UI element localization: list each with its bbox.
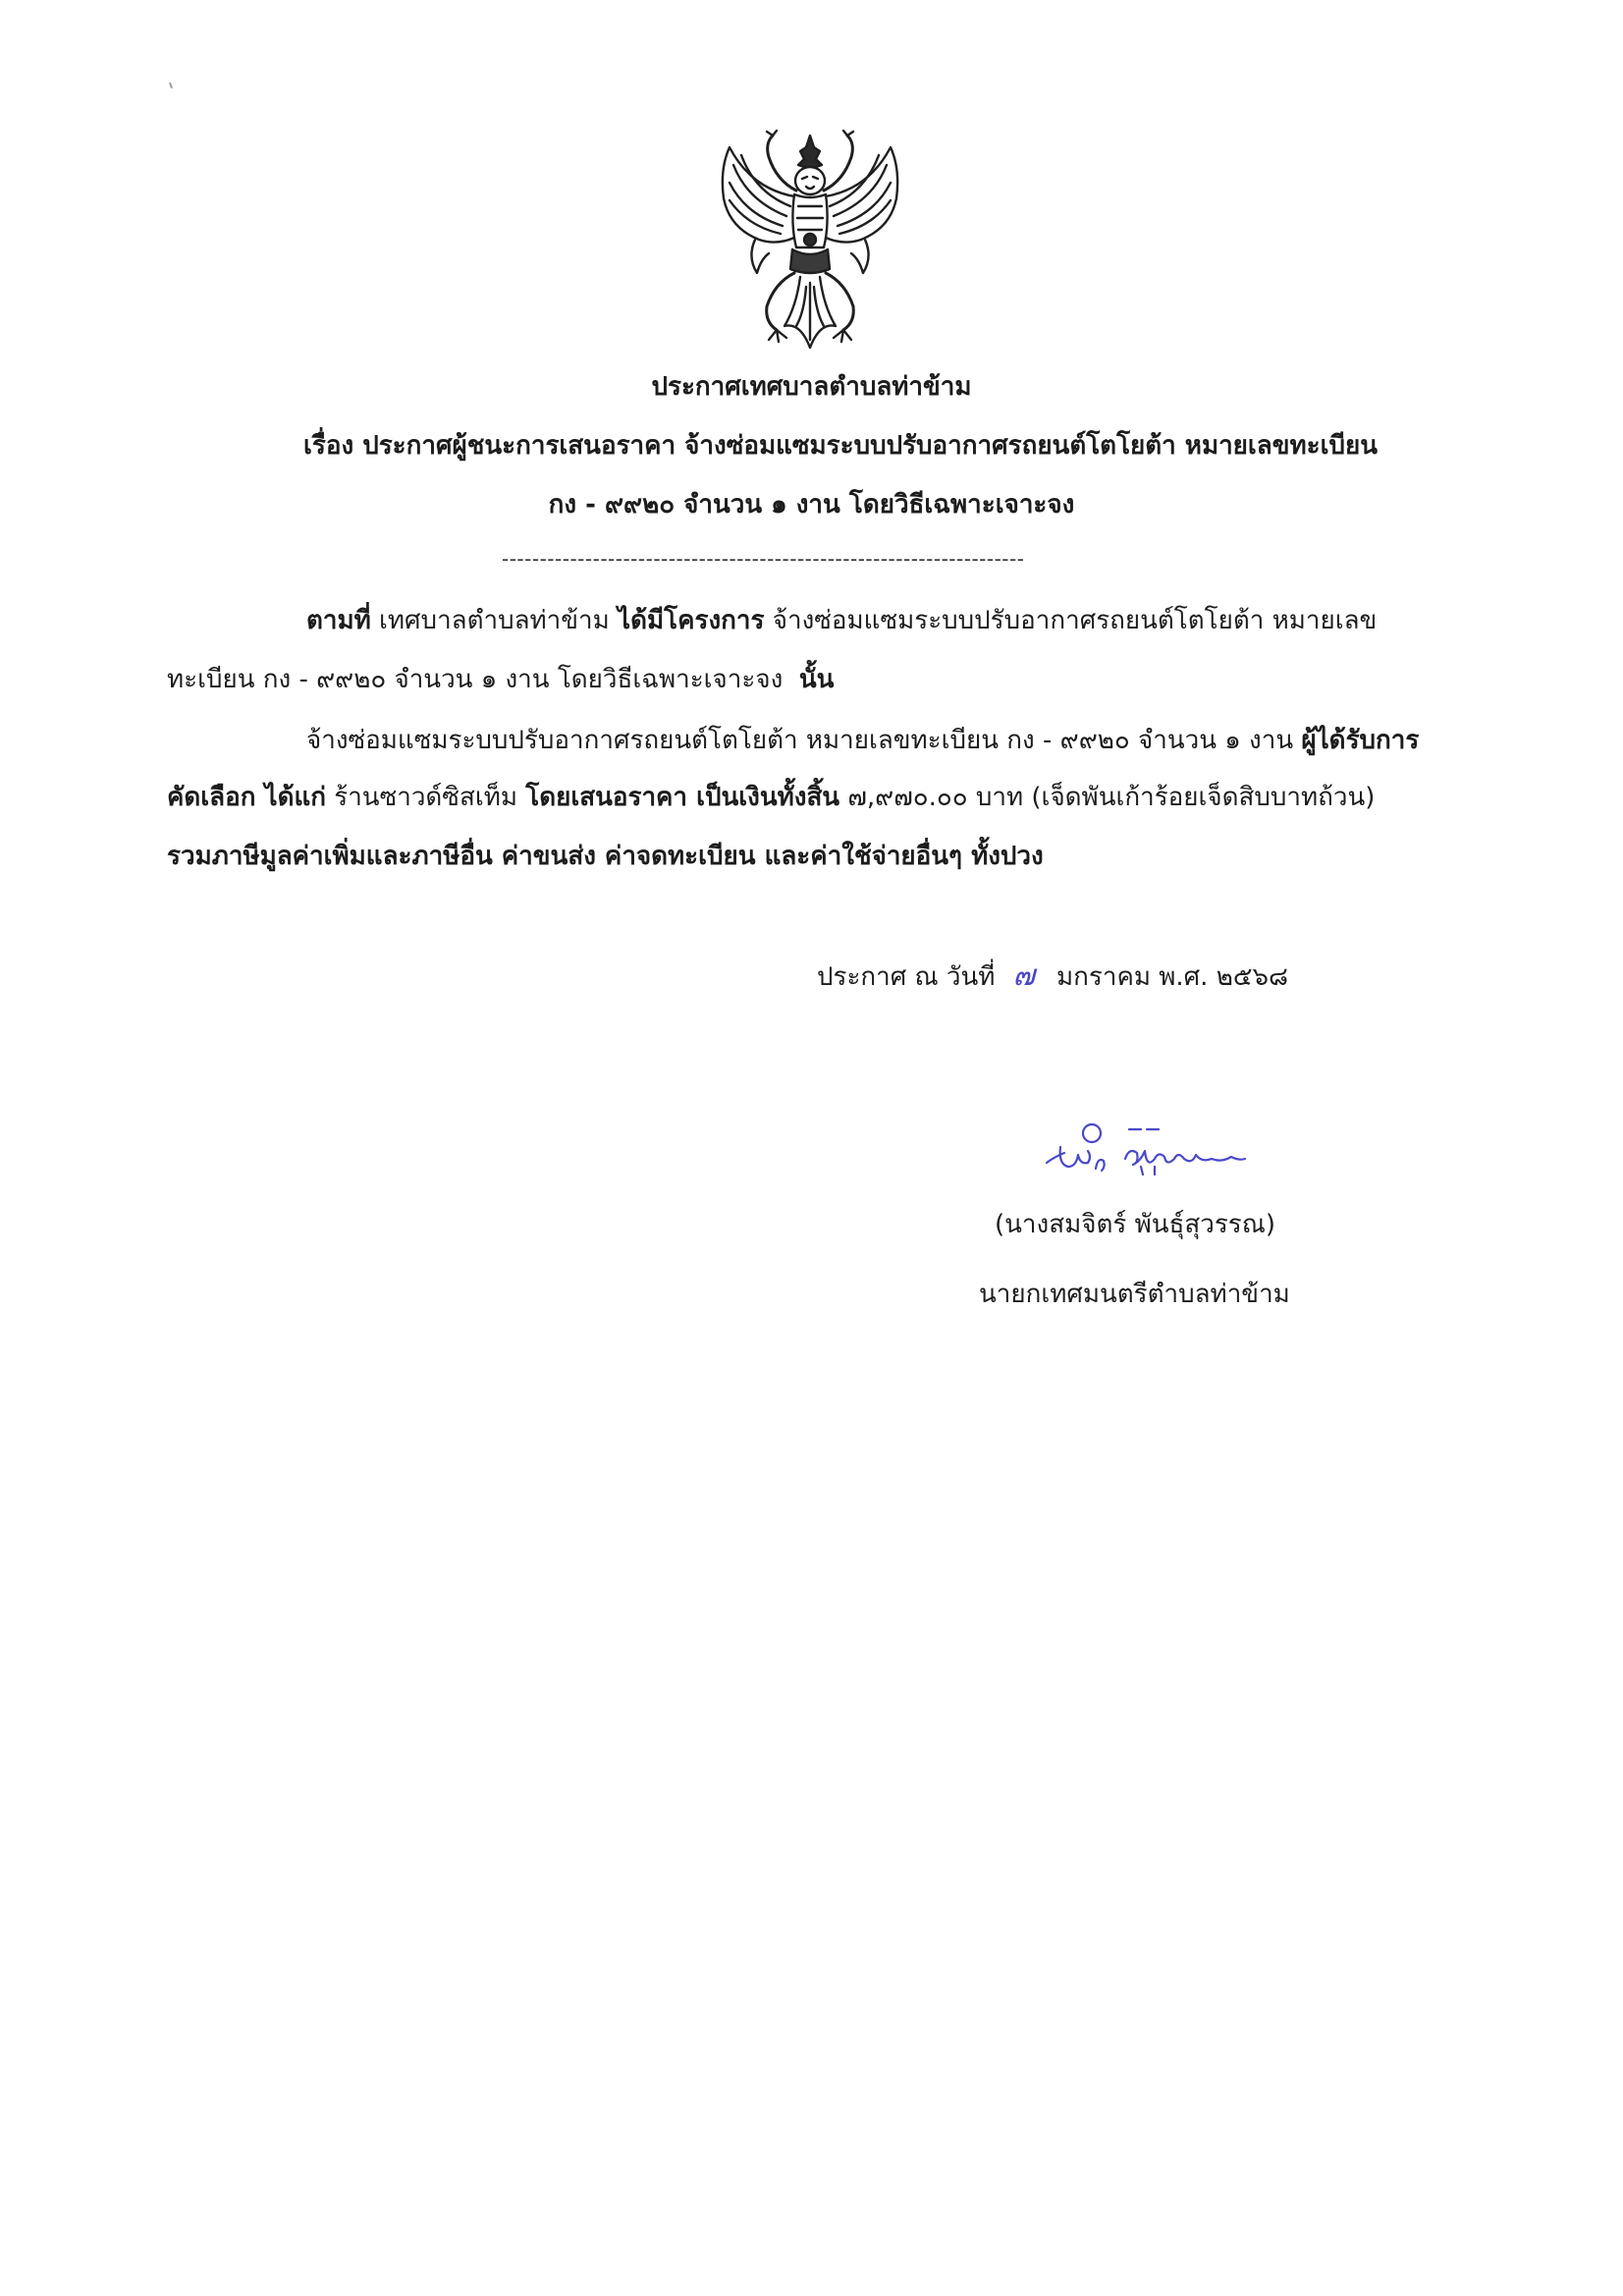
paragraph-2-line-1 — [306, 722, 1419, 759]
para1-line2-end: นั้น — [798, 665, 835, 694]
signatory-name: (นางสมจิตร์ พันธุ์สุวรรณ) — [995, 1210, 1276, 1239]
subject-line-1: เรื่อง ประกาศผู้ชนะการเสนอราคา จ้างซ่อมแซมระบบปรับอากาศรถยนต์โตโยต้า หมายเลขทะเบียน — [303, 431, 1379, 461]
announcement-date — [817, 957, 1288, 996]
paragraph-1-line-1 — [306, 602, 1377, 639]
handwritten-signature-icon — [1039, 1108, 1265, 1186]
para1-line2-text: ทะเบียน กง - ๙๙๒๐ จำนวน ๑ งาน โดยวิธีเฉพาะเจาะจง — [167, 665, 784, 694]
date-month-year: มกราคม พ.ศ. ๒๕๖๘ — [1056, 962, 1289, 992]
paragraph-1-line-2 — [167, 661, 834, 698]
para1-tail: จ้างซ่อมแซมระบบปรับอากาศรถยนต์โตโยต้า หมายเลข — [772, 606, 1378, 635]
para1-lead: ตามที่ — [306, 606, 371, 635]
paragraph-2-line-2 — [167, 779, 1375, 816]
para2-line1-text: จ้างซ่อมแซมระบบปรับอากาศรถยนต์โตโยต้า หมายเลขทะเบียน กง - ๙๙๒๐ จำนวน ๑ งาน — [306, 726, 1294, 755]
scan-mark — [169, 82, 173, 88]
para2-line1-bold: ผู้ได้รับการ — [1301, 726, 1420, 755]
garuda-emblem-icon — [712, 130, 908, 357]
vendor-name: ร้านซาวด์ซิสเท็ม — [334, 783, 517, 812]
date-prefix: ประกาศ ณ วันที่ — [817, 962, 996, 992]
divider: --------------------------------------------------------------------- — [502, 547, 1025, 571]
date-day-handwritten: ๗ — [1012, 958, 1036, 993]
para2-line2-bold-b: โดยเสนอราคา เป็นเงินทั้งสิ้น — [525, 783, 840, 812]
subject-line-2: กง - ๙๙๒๐ จำนวน ๑ งาน โดยวิธีเฉพาะเจาะจง — [548, 490, 1075, 519]
paragraph-2-line-3: รวมภาษีมูลค่าเพิ่มและภาษีอื่น ค่าขนส่ง ค่าจดทะเบียน และค่าใช้จ่ายอื่นๆ ทั้งปวง — [167, 842, 1044, 871]
para1-mid: ได้มีโครงการ — [618, 606, 765, 635]
organization-title: ประกาศเทศบาลตำบลท่าข้าม — [651, 372, 972, 402]
contract-amount: ๗,๙๗๐.๐๐ บาท (เจ็ดพันเก้าร้อยเจ็ดสิบบาทถ้วน) — [847, 783, 1376, 812]
para1-text: เทศบาลตำบลท่าข้าม — [379, 606, 610, 635]
signatory-position: นายกเทศมนตรีตำบลท่าข้าม — [979, 1280, 1290, 1309]
para2-line2-bold-a: คัดเลือก ได้แก่ — [167, 783, 326, 812]
